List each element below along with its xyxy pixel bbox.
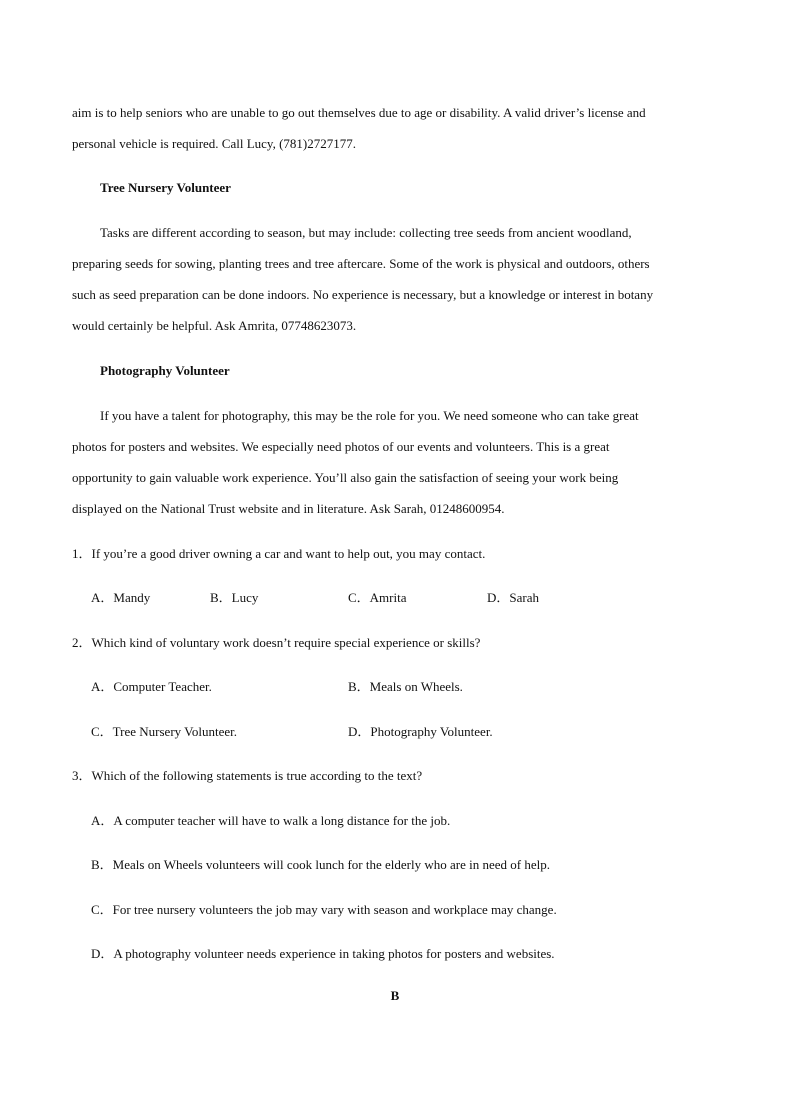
paragraph-line: would certainly be helpful. Ask Amrita, 07748623073. bbox=[72, 318, 357, 333]
question-stem: 2．Which kind of voluntary work doesn’t require special experience or skills? bbox=[72, 635, 481, 650]
answer-option: B．Meals on Wheels. bbox=[348, 679, 463, 694]
answer-option: B．Lucy bbox=[210, 590, 259, 605]
paragraph-line: Tasks are different according to season, but may include: collecting tree seeds from ancient woodland, bbox=[100, 225, 632, 240]
section-marker: B bbox=[390, 988, 400, 1003]
answer-option: D．Sarah bbox=[487, 590, 539, 605]
section-heading: Tree Nursery Volunteer bbox=[100, 180, 231, 195]
question-stem: 3．Which of the following statements is true according to the text? bbox=[72, 768, 423, 783]
section-heading: Photography Volunteer bbox=[100, 363, 230, 378]
answer-option: C．Amrita bbox=[348, 590, 407, 605]
answer-option: D．Photography Volunteer. bbox=[348, 724, 493, 739]
answer-option: C．For tree nursery volunteers the job may vary with season and workplace may change. bbox=[91, 902, 557, 917]
intro-line: aim is to help seniors who are unable to go out themselves due to age or disability. A valid driver’s license and bbox=[72, 105, 646, 120]
answer-option: B．Meals on Wheels volunteers will cook lunch for the elderly who are in need of help. bbox=[91, 857, 550, 872]
paragraph-line: displayed on the National Trust website and in literature. Ask Sarah, 01248600954. bbox=[72, 501, 505, 516]
paragraph-line: If you have a talent for photography, this may be the role for you. We need someone who can take great bbox=[100, 408, 639, 423]
paragraph-line: opportunity to gain valuable work experience. You’ll also gain the satisfaction of seeing your work being bbox=[72, 470, 619, 485]
photography-paragraph bbox=[72, 400, 712, 524]
paragraph-line: preparing seeds for sowing, planting trees and tree aftercare. Some of the work is physical and outdoors, others bbox=[72, 256, 650, 271]
paragraph-line: such as seed preparation can be done indoors. No experience is necessary, but a knowledge or interest in botany bbox=[72, 287, 654, 302]
answer-option: A．Computer Teacher. bbox=[91, 679, 212, 694]
question-stem: 1．If you’re a good driver owning a car and want to help out, you may contact. bbox=[72, 546, 486, 561]
tree-nursery-paragraph bbox=[72, 217, 712, 341]
answer-option: C．Tree Nursery Volunteer. bbox=[91, 724, 238, 739]
section-tree-nursery bbox=[72, 172, 712, 203]
paragraph-line: photos for posters and websites. We especially need photos of our events and volunteers. This is a great bbox=[72, 439, 610, 454]
answer-option: D．A photography volunteer needs experience in taking photos for posters and websites. bbox=[91, 946, 555, 961]
intro-paragraph bbox=[72, 97, 712, 159]
intro-line: personal vehicle is required. Call Lucy, (781)2727177. bbox=[72, 136, 356, 151]
answer-option: A．A computer teacher will have to walk a long distance for the job. bbox=[91, 813, 451, 828]
section-photography bbox=[72, 355, 712, 386]
answer-option: A．Mandy bbox=[91, 590, 151, 605]
